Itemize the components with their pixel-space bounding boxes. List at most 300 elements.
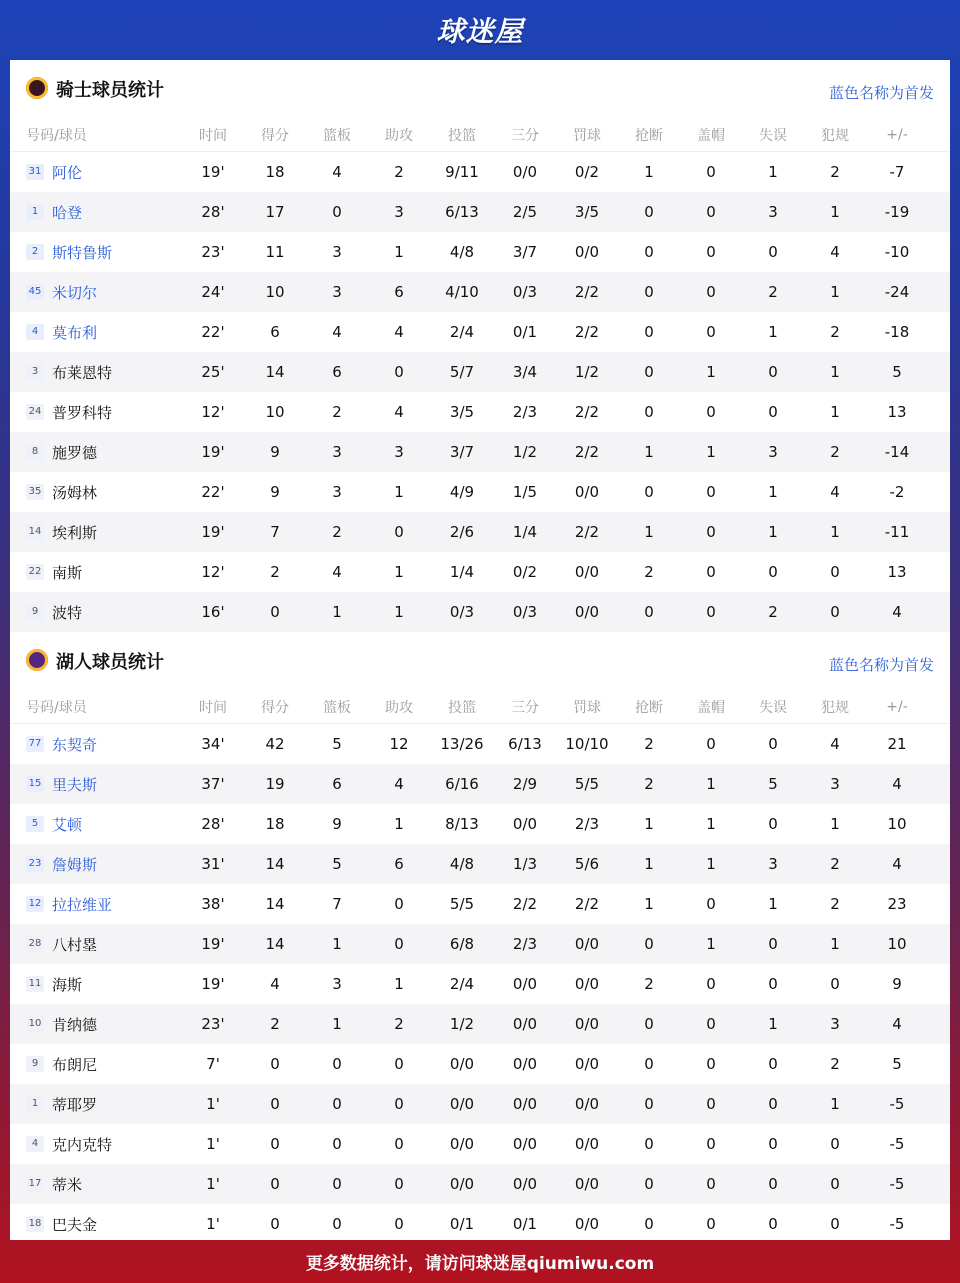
stat-cell: 1 — [830, 403, 840, 421]
stat-cell: 4 — [830, 243, 840, 261]
stat-cell: 3 — [332, 283, 342, 301]
stat-cell: 2 — [830, 895, 840, 913]
player-name[interactable]: 东契奇 — [52, 735, 98, 754]
table-row[interactable] — [10, 192, 950, 232]
player-cell[interactable] — [10, 894, 182, 915]
table-header — [10, 118, 950, 152]
player-cell[interactable] — [10, 162, 182, 183]
column-header[interactable]: 得分 — [261, 127, 289, 144]
stat-cell: 0/0 — [574, 563, 600, 581]
stat-cell: 1 — [394, 975, 404, 993]
stat-cell: 7' — [206, 1055, 220, 1073]
stat-cell: 5/5 — [574, 775, 600, 793]
stat-cell: 31' — [201, 855, 225, 873]
stat-cell: 14 — [265, 895, 285, 913]
table-row[interactable] — [10, 352, 950, 392]
stat-cell: 0/0 — [512, 1055, 538, 1073]
stat-cell: 4 — [332, 163, 342, 181]
stat-cell: 0/1 — [512, 323, 538, 341]
stat-cell: 0 — [706, 603, 716, 621]
table-row[interactable] — [10, 1044, 950, 1084]
player-name[interactable]: 斯特鲁斯 — [52, 243, 113, 262]
stat-cell: 1 — [644, 163, 654, 181]
stat-cell: 2/2 — [574, 323, 600, 341]
stat-cell: 4/10 — [445, 283, 479, 301]
team-stats-title: 骑士球员统计 — [56, 80, 164, 101]
stat-cell: 0 — [394, 363, 404, 381]
stat-cell: 1 — [394, 563, 404, 581]
column-header[interactable]: 失误 — [759, 699, 787, 716]
brand-logo[interactable]: 球迷屋 — [436, 15, 524, 48]
stat-cell: 1 — [768, 523, 778, 541]
player-name[interactable]: 哈登 — [52, 203, 83, 222]
jersey-number: 3 — [26, 364, 44, 380]
stat-cell: 0 — [270, 1095, 280, 1113]
stat-cell: 0/0 — [449, 1095, 475, 1113]
stat-cell: 19' — [201, 163, 225, 181]
lakers-logo-icon — [26, 649, 48, 671]
stat-cell: 9 — [270, 443, 280, 461]
stat-cell: 13/26 — [440, 735, 484, 753]
stat-cell: 0 — [768, 363, 778, 381]
table-row[interactable] — [10, 764, 950, 804]
stat-cell: 3 — [768, 203, 778, 221]
player-name[interactable]: 汤姆林 — [52, 483, 98, 502]
table-row[interactable] — [10, 804, 950, 844]
table-row[interactable] — [10, 472, 950, 512]
stat-cell: 22' — [201, 483, 225, 501]
player-cell[interactable] — [10, 854, 182, 875]
stat-cell: 0 — [768, 975, 778, 993]
stat-cell: 0 — [706, 1095, 716, 1113]
stat-cell: 6/13 — [508, 735, 542, 753]
stat-cell: 1/4 — [512, 523, 538, 541]
table-row[interactable] — [10, 1004, 950, 1044]
column-header[interactable]: 罚球 — [573, 127, 601, 144]
stat-cell: 0 — [644, 243, 654, 261]
column-header[interactable]: 投篮 — [448, 699, 476, 716]
table-row[interactable] — [10, 924, 950, 964]
player-cell[interactable] — [10, 1134, 182, 1155]
stat-cell: 0 — [394, 1055, 404, 1073]
stat-cell: 2 — [768, 283, 778, 301]
stat-cell: 16' — [201, 603, 225, 621]
stat-cell: -7 — [889, 163, 905, 181]
table-row[interactable] — [10, 232, 950, 272]
stat-cell: 6 — [394, 283, 404, 301]
stat-cell: 0/0 — [512, 163, 538, 181]
stat-cell: 0 — [706, 243, 716, 261]
stat-cell: 10 — [887, 935, 907, 953]
table-row[interactable] — [10, 884, 950, 924]
jersey-number: 11 — [26, 976, 44, 992]
stat-cell: 0 — [394, 1095, 404, 1113]
stat-cell: 1 — [768, 895, 778, 913]
column-header[interactable]: 抢断 — [635, 699, 663, 716]
stat-cell: 0 — [830, 563, 840, 581]
column-header[interactable]: 时间 — [199, 699, 227, 716]
stat-cell: 6/13 — [445, 203, 479, 221]
stat-cell: 0 — [706, 283, 716, 301]
stat-cell: 0 — [644, 1055, 654, 1073]
player-name[interactable]: 蒂米 — [52, 1175, 83, 1194]
stat-cell: 1 — [706, 935, 716, 953]
stat-cell: 12 — [389, 735, 409, 753]
stat-cell: 5 — [892, 1055, 902, 1073]
stat-cell: 4 — [394, 403, 404, 421]
stat-cell: 0 — [830, 1175, 840, 1193]
stat-cell: 0 — [644, 1095, 654, 1113]
stat-cell: 1' — [206, 1215, 220, 1233]
stat-cell: 0 — [706, 403, 716, 421]
table-row[interactable] — [10, 152, 950, 192]
stat-cell: 18 — [265, 815, 285, 833]
stat-cell: -2 — [889, 483, 905, 501]
stat-cell: 2/5 — [512, 203, 538, 221]
player-cell[interactable] — [10, 974, 182, 995]
player-name[interactable]: 埃利斯 — [52, 523, 98, 542]
stat-cell: 2 — [644, 775, 654, 793]
stat-cell: 10 — [265, 403, 285, 421]
stat-cell: 0 — [644, 1175, 654, 1193]
jersey-number: 1 — [26, 1096, 44, 1112]
stat-cell: 4 — [830, 735, 840, 753]
stat-cell: 0 — [644, 1135, 654, 1153]
stat-cell: 0 — [768, 1135, 778, 1153]
stat-cell: 17 — [265, 203, 285, 221]
stat-cell: 0 — [394, 895, 404, 913]
stat-cell: 0 — [394, 935, 404, 953]
stat-cell: 4/9 — [449, 483, 475, 501]
column-header[interactable]: 盖帽 — [697, 127, 725, 144]
column-header[interactable]: 犯规 — [821, 699, 849, 716]
stat-cell: 0 — [768, 735, 778, 753]
stat-cell: 2/2 — [574, 895, 600, 913]
stat-cell: 2/6 — [449, 523, 475, 541]
stat-cell: 4 — [332, 323, 342, 341]
stat-cell: 1 — [830, 815, 840, 833]
table-row[interactable] — [10, 432, 950, 472]
player-name[interactable]: 布朗尼 — [52, 1055, 98, 1074]
stat-cell: 0/2 — [574, 163, 600, 181]
table-row[interactable] — [10, 392, 950, 432]
stat-cell: 1/2 — [574, 363, 600, 381]
stat-cell: 0/0 — [449, 1135, 475, 1153]
stat-cell: 0 — [394, 1175, 404, 1193]
stat-cell: 0/0 — [574, 483, 600, 501]
stat-cell: 3 — [332, 243, 342, 261]
lakers-section — [10, 632, 950, 1244]
stat-cell: 2 — [270, 563, 280, 581]
stat-cell: 3 — [768, 855, 778, 873]
player-cell[interactable] — [10, 242, 182, 263]
stat-cell: 23' — [201, 1015, 225, 1033]
player-cell[interactable] — [10, 934, 182, 955]
footer-text[interactable]: 更多数据统计，请访问球迷屋qiumiwu.com — [305, 1254, 655, 1274]
stat-cell: 1 — [830, 1095, 840, 1113]
column-header[interactable]: 篮板 — [323, 127, 351, 144]
player-cell[interactable] — [10, 522, 182, 543]
player-name[interactable]: 巴夫金 — [52, 1215, 98, 1234]
player-cell[interactable] — [10, 602, 182, 623]
player-name[interactable]: 肯纳德 — [52, 1015, 98, 1034]
stat-cell: -18 — [884, 323, 910, 341]
player-name[interactable]: 詹姆斯 — [52, 855, 98, 874]
stat-cell: -19 — [884, 203, 910, 221]
stat-cell: 0 — [706, 483, 716, 501]
team-stats-title: 湖人球员统计 — [56, 652, 164, 673]
table-row[interactable] — [10, 844, 950, 884]
stat-cell: 14 — [265, 363, 285, 381]
stat-cell: 1 — [394, 483, 404, 501]
player-cell[interactable] — [10, 362, 182, 383]
stat-cell: 3/5 — [574, 203, 600, 221]
table-row[interactable] — [10, 272, 950, 312]
player-name[interactable]: 拉拉维亚 — [52, 895, 113, 914]
column-header[interactable]: 篮板 — [323, 699, 351, 716]
stat-cell: 4 — [892, 603, 902, 621]
stat-cell: 0 — [830, 1215, 840, 1233]
stat-cell: 3/7 — [512, 243, 538, 261]
jersey-number: 9 — [26, 1056, 44, 1072]
player-name[interactable]: 波特 — [52, 603, 83, 622]
stat-cell: 7 — [332, 895, 342, 913]
column-header[interactable]: 三分 — [511, 127, 539, 144]
player-cell[interactable] — [10, 1014, 182, 1035]
jersey-number: 4 — [26, 324, 44, 340]
column-header[interactable]: +/- — [886, 126, 908, 143]
player-cell[interactable] — [10, 402, 182, 423]
player-name[interactable]: 施罗德 — [52, 443, 98, 462]
stat-cell: 0 — [706, 163, 716, 181]
player-cell[interactable] — [10, 814, 182, 835]
stat-cell: 0 — [768, 563, 778, 581]
stat-cell: 37' — [201, 775, 225, 793]
stat-cell: 28' — [201, 203, 225, 221]
stat-cell: 13 — [887, 563, 907, 581]
jersey-number: 24 — [26, 404, 44, 420]
column-header[interactable]: 时间 — [199, 127, 227, 144]
player-cell[interactable] — [10, 1174, 182, 1195]
stat-cell: 19' — [201, 443, 225, 461]
stat-cell: -5 — [889, 1175, 905, 1193]
stat-cell: 0/0 — [574, 1095, 600, 1113]
player-name[interactable]: 普罗科特 — [52, 403, 113, 422]
player-cell[interactable] — [10, 202, 182, 223]
stat-cell: 1 — [644, 523, 654, 541]
stat-cell: 2/3 — [574, 815, 600, 833]
stat-cell: 28' — [201, 815, 225, 833]
stat-cell: 0 — [644, 1215, 654, 1233]
column-header[interactable]: 罚球 — [573, 699, 601, 716]
stat-cell: 2/4 — [449, 323, 475, 341]
player-cell[interactable] — [10, 322, 182, 343]
table-row[interactable] — [10, 312, 950, 352]
jersey-number: 45 — [26, 284, 44, 300]
stat-cell: 0 — [706, 975, 716, 993]
stat-cell: 3/4 — [512, 363, 538, 381]
stat-cell: 4 — [892, 775, 902, 793]
column-header[interactable]: 盖帽 — [697, 699, 725, 716]
stat-cell: 0 — [830, 603, 840, 621]
player-name[interactable]: 蒂耶罗 — [52, 1095, 98, 1114]
player-cell[interactable] — [10, 774, 182, 795]
table-row[interactable] — [10, 1084, 950, 1124]
column-header[interactable]: 三分 — [511, 699, 539, 716]
stat-cell: 4 — [394, 775, 404, 793]
stat-cell: 4 — [332, 563, 342, 581]
stat-cell: 1' — [206, 1095, 220, 1113]
stat-cell: 1 — [830, 523, 840, 541]
stat-cell: 3 — [332, 443, 342, 461]
stat-cell: 2 — [830, 323, 840, 341]
stat-cell: 0 — [332, 1055, 342, 1073]
player-name[interactable]: 布莱恩特 — [52, 363, 113, 382]
column-header[interactable]: 犯规 — [821, 127, 849, 144]
table-row[interactable] — [10, 964, 950, 1004]
stat-cell: 2 — [394, 163, 404, 181]
stat-cell: 6 — [270, 323, 280, 341]
player-name[interactable]: 克内克特 — [52, 1135, 113, 1154]
stat-cell: 34' — [201, 735, 225, 753]
stat-cell: 0/0 — [574, 603, 600, 621]
player-name[interactable]: 海斯 — [52, 975, 83, 994]
player-name[interactable]: 米切尔 — [52, 283, 98, 302]
column-header[interactable]: 投篮 — [448, 127, 476, 144]
column-header[interactable]: 号码/球员 — [26, 127, 87, 144]
stat-cell: 12' — [201, 563, 225, 581]
table-row[interactable] — [10, 512, 950, 552]
stat-cell: 0 — [394, 523, 404, 541]
jersey-number: 22 — [26, 564, 44, 580]
player-cell[interactable] — [10, 734, 182, 755]
player-cell[interactable] — [10, 1214, 182, 1235]
jersey-number: 18 — [26, 1216, 44, 1232]
stat-cell: -5 — [889, 1135, 905, 1153]
stat-cell: 0 — [706, 203, 716, 221]
stat-cell: 0 — [270, 1215, 280, 1233]
stat-cell: 0 — [706, 1055, 716, 1073]
stat-cell: 3 — [332, 975, 342, 993]
player-cell[interactable] — [10, 282, 182, 303]
player-cell[interactable] — [10, 562, 182, 583]
player-cell[interactable] — [10, 1054, 182, 1075]
footer-banner[interactable] — [0, 1240, 960, 1283]
stat-cell: 0/0 — [574, 1175, 600, 1193]
stat-cell: 4 — [892, 1015, 902, 1033]
table-row[interactable] — [10, 552, 950, 592]
stat-cell: 23 — [887, 895, 907, 913]
stat-cell: 13 — [887, 403, 907, 421]
stat-cell: 0 — [830, 975, 840, 993]
stat-cell: 3 — [332, 483, 342, 501]
player-name[interactable]: 里夫斯 — [52, 775, 98, 794]
stat-cell: 0 — [332, 1135, 342, 1153]
stat-cell: 5/7 — [449, 363, 475, 381]
table-row[interactable] — [10, 592, 950, 632]
stat-cell: 1 — [332, 1015, 342, 1033]
column-header[interactable]: 失误 — [759, 127, 787, 144]
starter-legend-note: 蓝色名称为首发 — [828, 656, 934, 674]
stat-cell: 5 — [768, 775, 778, 793]
stat-cell: 14 — [265, 855, 285, 873]
jersey-number: 9 — [26, 604, 44, 620]
stat-cell: 10 — [265, 283, 285, 301]
stat-cell: 0/0 — [512, 1015, 538, 1033]
stat-cell: 4/8 — [449, 855, 475, 873]
stat-cell: 2/2 — [574, 523, 600, 541]
stat-cell: 0 — [644, 323, 654, 341]
jersey-number: 77 — [26, 736, 44, 752]
player-cell[interactable] — [10, 442, 182, 463]
stat-cell: 2/2 — [512, 895, 538, 913]
stat-cell: 0/0 — [449, 1055, 475, 1073]
stat-cell: 0/1 — [449, 1215, 475, 1233]
table-row[interactable] — [10, 1164, 950, 1204]
stat-cell: 0 — [394, 1135, 404, 1153]
column-header[interactable]: +/- — [886, 698, 908, 715]
stat-cell: 1/5 — [512, 483, 538, 501]
column-header[interactable]: 抢断 — [635, 127, 663, 144]
stat-cell: 11 — [265, 243, 285, 261]
column-header[interactable]: 得分 — [261, 699, 289, 716]
stat-cell: 10/10 — [565, 735, 609, 753]
table-row[interactable] — [10, 1204, 950, 1244]
stat-cell: 2 — [830, 443, 840, 461]
stat-cell: 0/3 — [449, 603, 475, 621]
player-name[interactable]: 南斯 — [52, 563, 83, 582]
stat-cell: 2/2 — [574, 443, 600, 461]
stat-cell: 0 — [706, 323, 716, 341]
player-name[interactable]: 阿伦 — [52, 163, 83, 182]
stat-cell: 0 — [830, 1135, 840, 1153]
column-header[interactable]: 助攻 — [385, 127, 413, 144]
stat-cell: 1 — [768, 1015, 778, 1033]
stat-cell: 1 — [830, 935, 840, 953]
stat-cell: 22' — [201, 323, 225, 341]
stat-cell: 12' — [201, 403, 225, 421]
stat-cell: -14 — [884, 443, 910, 461]
table-row[interactable] — [10, 724, 950, 764]
stat-cell: -24 — [884, 283, 910, 301]
stat-cell: 4 — [270, 975, 280, 993]
player-name[interactable]: 莫布利 — [52, 323, 98, 342]
stat-cell: 0 — [644, 935, 654, 953]
stat-cell: 19' — [201, 523, 225, 541]
player-cell[interactable] — [10, 1094, 182, 1115]
stat-cell: 6 — [332, 775, 342, 793]
stat-cell: 1 — [644, 815, 654, 833]
stat-cell: 2/2 — [574, 403, 600, 421]
stat-cell: 1 — [830, 363, 840, 381]
stat-cell: 0 — [768, 403, 778, 421]
stat-cell: 1 — [644, 855, 654, 873]
stat-cell: 10 — [887, 815, 907, 833]
stat-cell: 2/4 — [449, 975, 475, 993]
player-cell[interactable] — [10, 482, 182, 503]
stat-cell: 14 — [265, 935, 285, 953]
player-name[interactable]: 艾顿 — [52, 815, 83, 834]
jersey-number: 5 — [26, 816, 44, 832]
stat-cell: 1 — [644, 895, 654, 913]
column-header[interactable]: 号码/球员 — [26, 699, 87, 716]
player-name[interactable]: 八村塁 — [52, 935, 98, 954]
stat-cell: 2 — [830, 163, 840, 181]
jersey-number: 10 — [26, 1016, 44, 1032]
column-header[interactable]: 助攻 — [385, 699, 413, 716]
table-row[interactable] — [10, 1124, 950, 1164]
stat-cell: 0 — [644, 1015, 654, 1033]
